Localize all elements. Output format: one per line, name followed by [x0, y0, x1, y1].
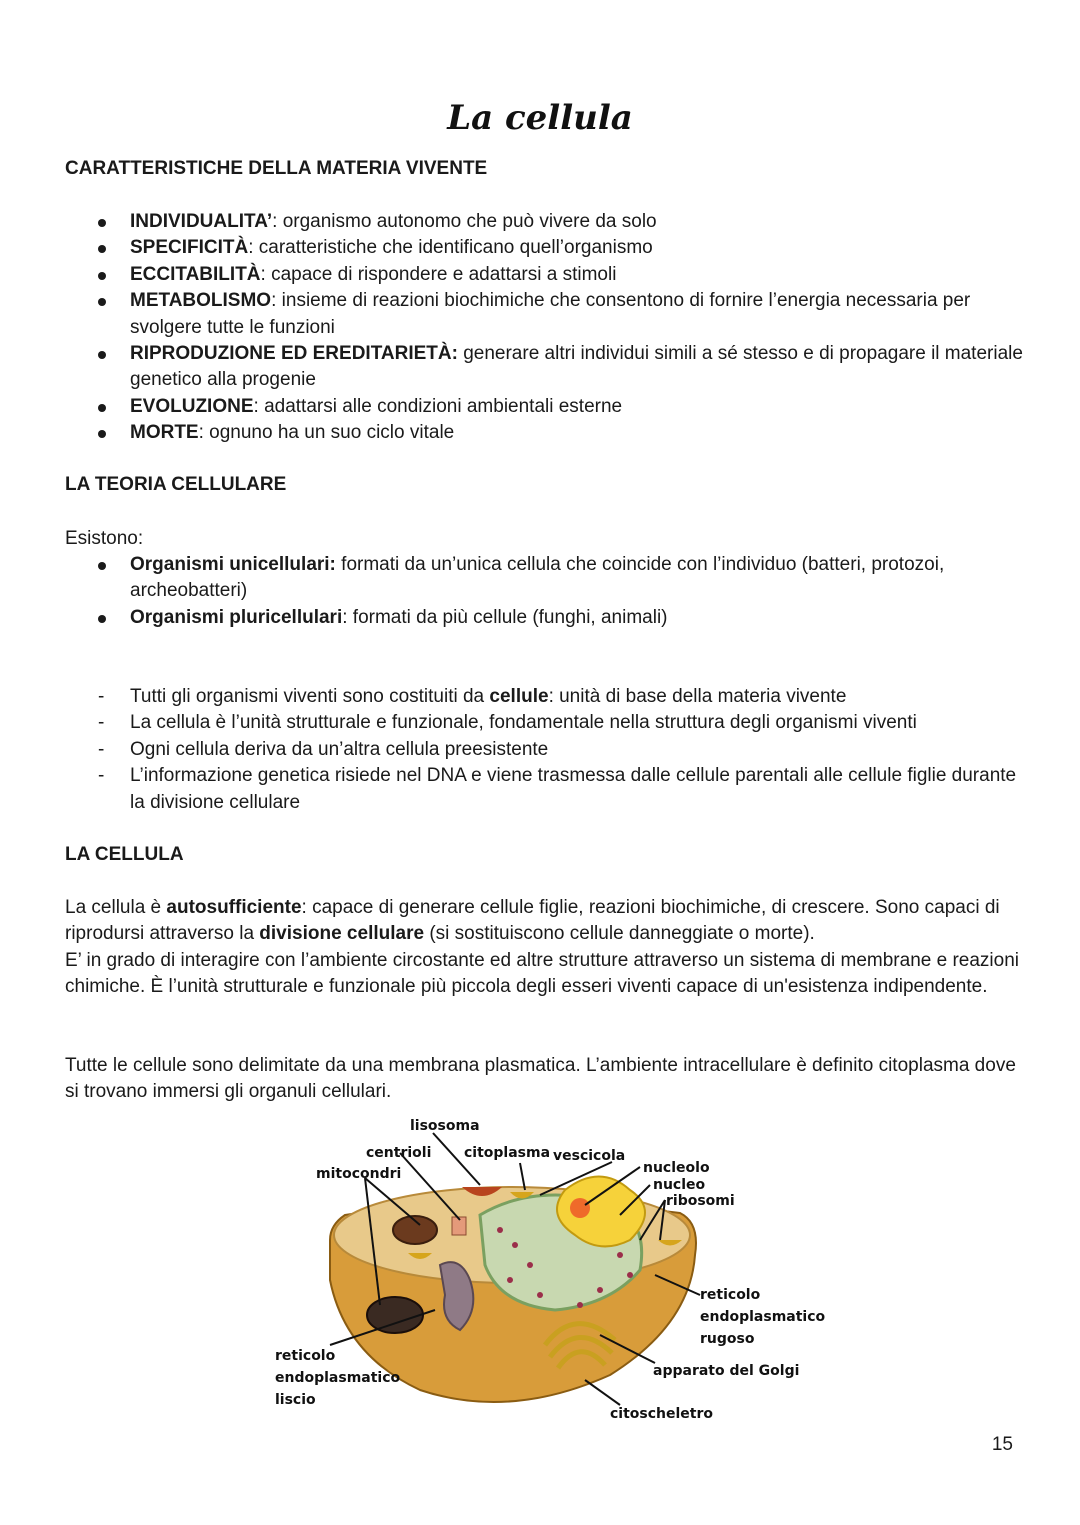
label-nucleo: nucleo [653, 1177, 706, 1193]
definition: : adattarsi alle condizioni ambientali esterne [253, 395, 623, 417]
term: ECCITABILITÀ [130, 263, 261, 285]
list-item [65, 420, 1025, 446]
characteristics-list [65, 209, 1025, 447]
label-rer-line1: reticolo [700, 1287, 761, 1303]
list-item [65, 235, 1025, 261]
definition: : organismo autonomo che può vivere da solo [272, 211, 657, 232]
label-rer-line2: endoplasmatico [700, 1309, 826, 1325]
cell-theory-points [65, 684, 1025, 816]
label-rer-line3: rugoso [700, 1331, 755, 1347]
mitochondrion-shape [367, 1297, 423, 1333]
section-heading-characteristics: CARATTERISTICHE DELLA MATERIA VIVENTE [65, 158, 488, 179]
definition: formati da un’unica cellula che coincide con l’individuo (batteri, protozoi, archeobatteri) [130, 554, 945, 602]
definition: : capace di rispondere e adattarsi a stimoli [260, 263, 617, 285]
label-citoplasma: citoplasma [464, 1145, 551, 1161]
definition: : caratteristiche che identificano quell’organismo [248, 237, 653, 259]
section-heading-cell-theory: LA TEORIA CELLULARE [65, 474, 287, 495]
animal-cell-diagram [0, 1105, 1080, 1435]
list-item [65, 341, 1025, 394]
page-number: 15 [991, 1434, 1013, 1455]
cell-paragraph-1: La cellula è autosufficiente: capace di generare cellule figlie, reazioni biochimiche, di crescere. Sono capaci di riprodursi attraverso la divisione cellulare (si sostituiscono cellule danneggiate o morte). E’ in grado di interagire con l’ambiente circostante ed altre strutture attraverso un sistema di membrane e reazioni chimiche. È l’unità strutturale e funzionale più piccola degli esseri viventi capace di un'esistenza indipendente. [65, 897, 1019, 998]
term: EVOLUZIONE [130, 395, 254, 417]
cell-paragraph-2: Tutte le cellule sono delimitate da una membrana plasmatica. L’ambiente intracellulare è definito citoplasma dove si trovano immersi gli organuli cellulari. [65, 1055, 1016, 1103]
list-item [65, 394, 1025, 420]
label-ser-line3: liscio [275, 1392, 316, 1408]
list-item: - L’informazione genetica risiede nel DNA e viene trasmessa dalle cellule parentali alle cellule figlie durante la divisione cellulare [65, 763, 1025, 816]
definition: generare altri individui simili a sé stesso e di propagare il materiale genetico alla progenie [130, 343, 1023, 391]
nucleolus-shape [570, 1198, 590, 1218]
list-item: - Ogni cellula deriva da un’altra cellula preesistente [65, 737, 1025, 763]
label-mitocondri: mitocondri [316, 1166, 402, 1182]
label-ser-line1: reticolo [275, 1348, 336, 1364]
list-item [65, 209, 1025, 235]
organisms-list [65, 552, 1025, 631]
section-heading-cell: LA CELLULA [65, 844, 184, 865]
list-item [65, 605, 1025, 631]
term: INDIVIDUALITA’ [130, 211, 273, 232]
term: RIPRODUZIONE ED EREDITARIETÀ: [130, 343, 458, 365]
label-centrioli: centrioli [366, 1145, 432, 1161]
label-vescicola: vescicola [553, 1148, 626, 1164]
label-golgi: apparato del Golgi [653, 1363, 800, 1379]
term: METABOLISMO [130, 290, 272, 312]
list-item: - Tutti gli organismi viventi sono costituiti da cellule: unità di base della materia vivente [65, 684, 1025, 710]
term: Organismi pluricellulari [130, 606, 343, 628]
term: Organismi unicellulari: [130, 554, 336, 575]
label-ribosomi: ribosomi [666, 1193, 735, 1209]
list-item [65, 262, 1025, 288]
list-item [65, 288, 1025, 341]
intro-text: Esistono: [65, 528, 144, 549]
label-nucleolo: nucleolo [643, 1160, 710, 1176]
definition: : ognuno ha un suo ciclo vitale [198, 422, 455, 444]
label-lisosoma: lisosoma [410, 1118, 480, 1134]
list-item [65, 552, 1025, 605]
term: MORTE [130, 422, 199, 444]
label-citoscheletro: citoscheletro [610, 1406, 714, 1422]
list-item: - La cellula è l’unità strutturale e funzionale, fondamentale nella struttura degli organismi viventi [65, 710, 1025, 736]
term: SPECIFICITÀ [130, 237, 249, 259]
page-title: La cellula [447, 98, 633, 138]
label-ser-line2: endoplasmatico [275, 1370, 401, 1386]
definition: : insieme di reazioni biochimiche che consentono di fornire l’energia necessaria per svolgere tutte le funzioni [130, 290, 971, 338]
definition: : formati da più cellule (funghi, animali) [342, 606, 668, 628]
